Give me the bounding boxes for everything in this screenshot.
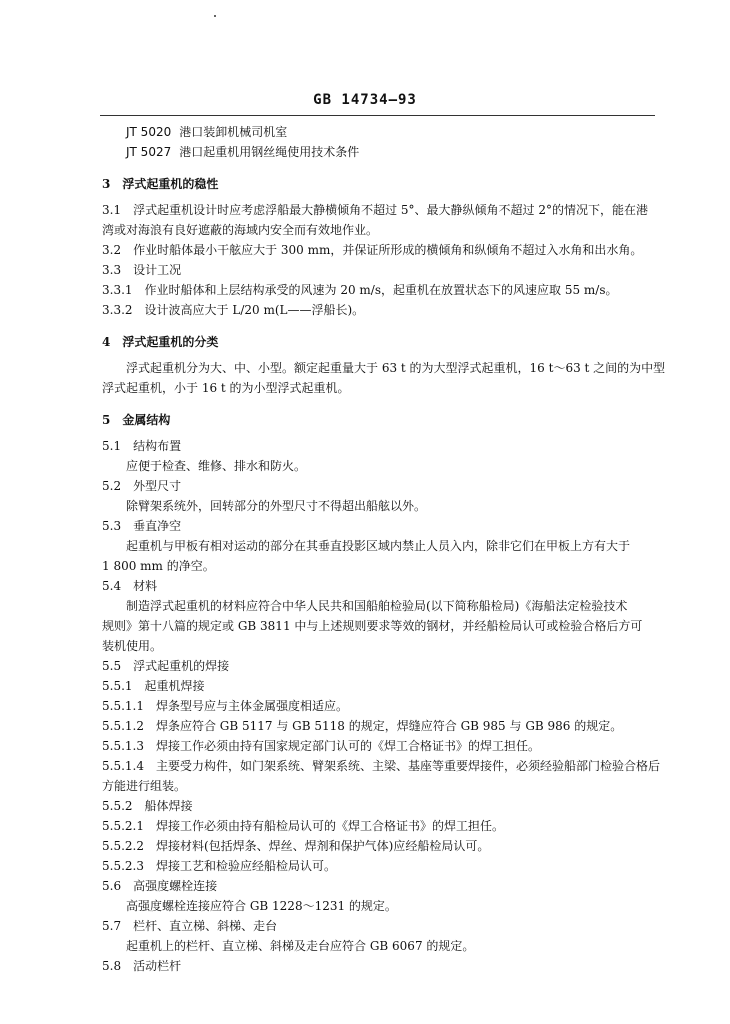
- clause-text: 5.5.2.3 焊接工艺和检验应经船检局认可。: [102, 859, 336, 873]
- clause-heading: 5.5.2 船体焊接: [102, 799, 193, 813]
- clause-text: 方能进行组装。: [102, 779, 187, 793]
- reference-item: JT 5020 港口装卸机械司机室: [126, 125, 288, 139]
- clause-text: 3.1 浮式起重机设计时应考虑浮船最大静横倾角不超过 5°、最大静纵倾角不超过 2°的情况下，能在港: [102, 203, 648, 217]
- clause-text: 高强度螺栓连接应符合 GB 1228～1231 的规定。: [126, 899, 397, 913]
- section-heading: 4 浮式起重机的分类: [102, 335, 219, 349]
- clause-text: 应便于检查、维修、排水和防火。: [126, 459, 307, 473]
- clause-text: 5.5.1.4 主要受力构件，如门架系统、臂架系统、主梁、基座等重要焊接件，必须经验船部门检验合格后: [102, 759, 660, 773]
- clause-heading: 5.3 垂直净空: [102, 519, 182, 533]
- clause-text: 除臂架系统外，回转部分的外型尺寸不得超出船舷以外。: [126, 499, 427, 513]
- clause-heading: 5.5.1 起重机焊接: [102, 679, 205, 693]
- header-rule: [100, 115, 655, 116]
- clause-text: 起重机与甲板有相对运动的部分在其垂直投影区域内禁止人员入内，除非它们在甲板上方有大于: [126, 539, 631, 553]
- clause-text: 制造浮式起重机的材料应符合中华人民共和国船舶检验局(以下简称船检局)《海船法定检验技术: [126, 599, 628, 613]
- clause-text: 1 800 mm 的净空。: [102, 559, 215, 573]
- clause-text: 5.5.2.2 焊接材料(包括焊条、焊丝、焊剂和保护气体)应经船检局认可。: [102, 839, 490, 853]
- scan-speck: [214, 15, 216, 17]
- clause-heading: 5.4 材料: [102, 579, 158, 593]
- clause-text: 5.5.2.1 焊接工作必须由持有船检局认可的《焊工合格证书》的焊工担任。: [102, 819, 504, 833]
- clause-text: 5.5.1.1 焊条型号应与主体金属强度相适应。: [102, 699, 348, 713]
- section-heading: 3 浮式起重机的稳性: [102, 177, 219, 191]
- clause-text: 5.5.1.2 焊条应符合 GB 5117 与 GB 5118 的规定，焊缝应符合 GB 985 与 GB 986 的规定。: [102, 719, 623, 733]
- reference-item: JT 5027 港口起重机用钢丝绳使用技术条件: [126, 145, 360, 159]
- clause-heading: 3.3 设计工况: [102, 263, 182, 277]
- clause-text: 3.2 作业时船体最小干舷应大于 300 mm，并保证所形成的横倾角和纵倾角不超过入水角和出水角。: [102, 243, 643, 257]
- paragraph: 浮式起重机，小于 16 t 的为小型浮式起重机。: [102, 381, 350, 395]
- clause-heading: 5.1 结构布置: [102, 439, 182, 453]
- section-heading: 5 金属结构: [102, 413, 171, 427]
- paragraph: 浮式起重机分为大、中、小型。额定起重量大于 63 t 的为大型浮式起重机，16 t～63 t 之间的为中型: [126, 361, 666, 375]
- clause-heading: 5.8 活动栏杆: [102, 959, 182, 973]
- clause-heading: 5.5 浮式起重机的焊接: [102, 659, 230, 673]
- clause-text: 3.3.2 设计波高应大于 L/20 m(L——浮船长)。: [102, 303, 365, 317]
- clause-text: 装机使用。: [102, 639, 163, 653]
- page-header: GB 14734—93: [313, 92, 417, 108]
- clause-text: 5.5.1.3 焊接工作必须由持有国家规定部门认可的《焊工合格证书》的焊工担任。: [102, 739, 540, 753]
- clause-text: 3.3.1 作业时船体和上层结构承受的风速为 20 m/s，起重机在放置状态下的风速应取 55 m/s。: [102, 283, 618, 297]
- clause-heading: 5.7 栏杆、直立梯、斜梯、走台: [102, 919, 278, 933]
- clause-text: 湾或对海浪有良好遮蔽的海域内安全而有效地作业。: [102, 223, 379, 237]
- clause-text: 规则》第十八篇的规定或 GB 3811 中与上述规则要求等效的钢材，并经船检局认可或检验合格后方可: [102, 619, 643, 633]
- clause-heading: 5.2 外型尺寸: [102, 479, 182, 493]
- clause-heading: 5.6 高强度螺栓连接: [102, 879, 218, 893]
- clause-text: 起重机上的栏杆、直立梯、斜梯及走台应符合 GB 6067 的规定。: [126, 939, 475, 953]
- document-body: [102, 122, 666, 976]
